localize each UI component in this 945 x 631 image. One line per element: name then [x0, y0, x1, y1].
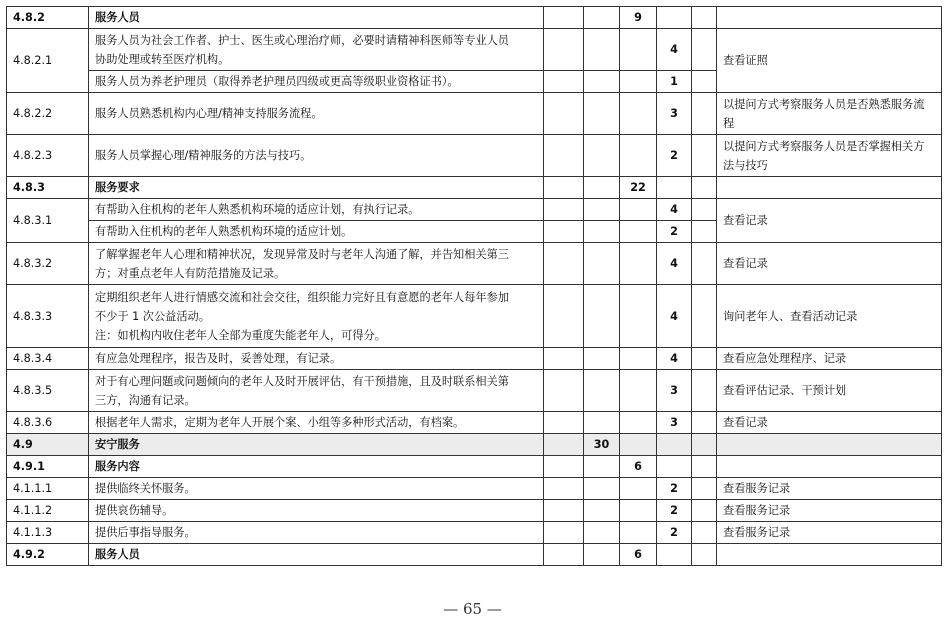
- item-text: 有帮助入住机构的老年人熟悉机构环境的适应计划。: [89, 221, 544, 243]
- item-score: 1: [657, 71, 692, 93]
- table-row: [7, 285, 942, 348]
- empty-cell: [620, 93, 657, 135]
- empty-cell: [620, 135, 657, 177]
- empty-cell: [717, 177, 942, 199]
- evaluation-method: 查看服务记录: [717, 500, 942, 522]
- empty-cell: [692, 478, 717, 500]
- empty-cell: [692, 221, 717, 243]
- table-row: [7, 370, 942, 412]
- empty-cell: [692, 412, 717, 434]
- empty-cell: [584, 29, 620, 71]
- empty-cell: [544, 243, 584, 285]
- evaluation-method-line: 以提问方式考察服务人员是否熟悉服务流: [723, 97, 925, 111]
- empty-cell: [620, 199, 657, 221]
- empty-cell: [657, 177, 692, 199]
- empty-cell: [692, 500, 717, 522]
- empty-cell: [692, 71, 717, 93]
- empty-cell: [620, 285, 657, 348]
- subtotal-score: 6: [620, 544, 657, 566]
- empty-cell: [620, 29, 657, 71]
- empty-cell: [584, 456, 620, 478]
- item-code: 4.8.3.2: [7, 243, 89, 285]
- empty-cell: [584, 522, 620, 544]
- empty-cell: [620, 412, 657, 434]
- empty-cell: [692, 285, 717, 348]
- item-text: 提供临终关怀服务。: [89, 478, 544, 500]
- empty-cell: [692, 370, 717, 412]
- empty-cell: [544, 500, 584, 522]
- empty-cell: [692, 522, 717, 544]
- empty-cell: [584, 221, 620, 243]
- empty-cell: [692, 544, 717, 566]
- item-text: 提供后事指导服务。: [89, 522, 544, 544]
- empty-cell: [692, 29, 717, 71]
- table-row: [7, 135, 942, 177]
- item-text-line: 服务人员为社会工作者、护士、医生或心理治疗师，必要时请精神科医师等专业人员: [95, 33, 509, 47]
- item-score: 2: [657, 478, 692, 500]
- item-score: 4: [657, 29, 692, 71]
- item-text-line: 协助处理或转至医疗机构。: [95, 52, 230, 66]
- item-score: 3: [657, 412, 692, 434]
- item-code: 4.8.3.5: [7, 370, 89, 412]
- empty-cell: [657, 456, 692, 478]
- item-score: 4: [657, 199, 692, 221]
- evaluation-method: [717, 135, 942, 177]
- empty-cell: [692, 93, 717, 135]
- empty-cell: [692, 348, 717, 370]
- empty-cell: [584, 285, 620, 348]
- table-row: [7, 544, 942, 566]
- item-text: 提供哀伤辅导。: [89, 500, 544, 522]
- table-row: [7, 522, 942, 544]
- empty-cell: [544, 522, 584, 544]
- empty-cell: [584, 199, 620, 221]
- empty-cell: [544, 135, 584, 177]
- item-title: 服务要求: [89, 177, 544, 199]
- empty-cell: [544, 29, 584, 71]
- table-row: [7, 7, 942, 29]
- table-row: [7, 456, 942, 478]
- standard-table: [6, 6, 942, 566]
- item-text-line: 不少于 1 次公益活动。: [95, 309, 210, 323]
- subtotal-score: 6: [620, 456, 657, 478]
- empty-cell: [657, 434, 692, 456]
- item-text: [89, 243, 544, 285]
- empty-cell: [544, 456, 584, 478]
- subtotal-score: 22: [620, 177, 657, 199]
- empty-cell: [584, 370, 620, 412]
- evaluation-method: 查看服务记录: [717, 478, 942, 500]
- empty-cell: [544, 93, 584, 135]
- item-score: 2: [657, 221, 692, 243]
- item-text: 有应急处理程序，报告及时，妥善处理，有记录。: [89, 348, 544, 370]
- item-code: 4.8.2: [7, 7, 89, 29]
- empty-cell: [584, 478, 620, 500]
- empty-cell: [692, 243, 717, 285]
- item-text: [89, 370, 544, 412]
- item-text-line: 三方，沟通有记录。: [95, 393, 196, 407]
- empty-cell: [717, 456, 942, 478]
- empty-cell: [584, 348, 620, 370]
- item-code: 4.8.3.3: [7, 285, 89, 348]
- item-code: 4.8.3.6: [7, 412, 89, 434]
- item-code: 4.8.3.4: [7, 348, 89, 370]
- item-text: 有帮助入住机构的老年人熟悉机构环境的适应计划，有执行记录。: [89, 199, 544, 221]
- item-text-line: 定期组织老年人进行情感交流和社会交往，组织能力完好且有意愿的老年人每年参加: [95, 290, 509, 304]
- evaluation-method: 查看记录: [717, 412, 942, 434]
- empty-cell: [584, 544, 620, 566]
- evaluation-method-line: 法与技巧: [723, 158, 768, 172]
- page-number: — 65 —: [443, 600, 502, 618]
- item-score: 3: [657, 370, 692, 412]
- item-text: [89, 285, 544, 348]
- empty-cell: [717, 7, 942, 29]
- table-row: [7, 243, 942, 285]
- evaluation-method-line: 以提问方式考察服务人员是否掌握相关方: [723, 139, 925, 153]
- empty-cell: [544, 544, 584, 566]
- empty-cell: [544, 370, 584, 412]
- item-code: 4.1.1.1: [7, 478, 89, 500]
- item-code: 4.1.1.2: [7, 500, 89, 522]
- empty-cell: [657, 7, 692, 29]
- item-code: 4.8.3.1: [7, 199, 89, 243]
- item-code: 4.8.3: [7, 177, 89, 199]
- item-code: 4.9: [7, 434, 89, 456]
- empty-cell: [544, 221, 584, 243]
- evaluation-method: [717, 93, 942, 135]
- group-score: 30: [584, 434, 620, 456]
- table-row: [7, 500, 942, 522]
- item-text: [89, 29, 544, 71]
- evaluation-method: 查看应急处理程序、记录: [717, 348, 942, 370]
- item-code: 4.8.2.2: [7, 93, 89, 135]
- item-score: 2: [657, 500, 692, 522]
- item-score: 2: [657, 522, 692, 544]
- empty-cell: [544, 285, 584, 348]
- evaluation-method-line: 程: [723, 116, 735, 130]
- item-code: 4.9.2: [7, 544, 89, 566]
- empty-cell: [692, 7, 717, 29]
- empty-cell: [584, 7, 620, 29]
- item-note: 注：如机构内收住老年人全部为重度失能老年人，可得分。: [95, 328, 386, 342]
- item-text-line: 了解掌握老年人心理和精神状况，发现异常及时与老年人沟通了解，并告知相关第三: [95, 247, 509, 261]
- empty-cell: [584, 500, 620, 522]
- item-score: 3: [657, 93, 692, 135]
- empty-cell: [544, 412, 584, 434]
- table-row: [7, 29, 942, 71]
- item-text-line: 方；对重点老年人有防范措施及记录。: [95, 266, 286, 280]
- table-row: [7, 177, 942, 199]
- item-code: 4.8.2.3: [7, 135, 89, 177]
- item-text-line: 对于有心理问题或问题倾向的老年人及时开展评估，有干预措施，且及时联系相关第: [95, 374, 509, 388]
- empty-cell: [544, 177, 584, 199]
- evaluation-method: 查看记录: [717, 199, 942, 243]
- empty-cell: [620, 243, 657, 285]
- empty-cell: [544, 71, 584, 93]
- evaluation-method: 查看评估记录、干预计划: [717, 370, 942, 412]
- empty-cell: [620, 522, 657, 544]
- item-score: 4: [657, 348, 692, 370]
- empty-cell: [620, 370, 657, 412]
- empty-cell: [620, 434, 657, 456]
- empty-cell: [657, 544, 692, 566]
- empty-cell: [584, 135, 620, 177]
- item-text: 服务人员为养老护理员（取得养老护理员四级或更高等级职业资格证书）。: [89, 71, 544, 93]
- item-text: 服务人员熟悉机构内心理/精神支持服务流程。: [89, 93, 544, 135]
- item-code: 4.8.2.1: [7, 29, 89, 93]
- table-row: [7, 412, 942, 434]
- table-row: [7, 199, 942, 221]
- empty-cell: [620, 478, 657, 500]
- empty-cell: [584, 243, 620, 285]
- item-score: 4: [657, 285, 692, 348]
- item-code: 4.1.1.3: [7, 522, 89, 544]
- item-text: 根据老年人需求，定期为老年人开展个案、小组等多种形式活动，有档案。: [89, 412, 544, 434]
- empty-cell: [692, 199, 717, 221]
- empty-cell: [544, 7, 584, 29]
- table-row: [7, 478, 942, 500]
- empty-cell: [620, 500, 657, 522]
- empty-cell: [544, 199, 584, 221]
- empty-cell: [692, 456, 717, 478]
- evaluation-method: 查看证照: [717, 29, 942, 93]
- item-title: 安宁服务: [89, 434, 544, 456]
- item-text: 服务人员掌握心理/精神服务的方法与技巧。: [89, 135, 544, 177]
- subtotal-score: 9: [620, 7, 657, 29]
- empty-cell: [620, 348, 657, 370]
- item-code: 4.9.1: [7, 456, 89, 478]
- table-row: [7, 93, 942, 135]
- evaluation-method: 查看服务记录: [717, 522, 942, 544]
- empty-cell: [584, 93, 620, 135]
- evaluation-method: 查看记录: [717, 243, 942, 285]
- empty-cell: [692, 135, 717, 177]
- empty-cell: [544, 434, 584, 456]
- item-score: 2: [657, 135, 692, 177]
- empty-cell: [584, 177, 620, 199]
- table-row: [7, 434, 942, 456]
- item-score: 4: [657, 243, 692, 285]
- item-title: 服务人员: [89, 7, 544, 29]
- empty-cell: [620, 71, 657, 93]
- empty-cell: [717, 434, 942, 456]
- empty-cell: [620, 221, 657, 243]
- empty-cell: [692, 177, 717, 199]
- item-title: 服务人员: [89, 544, 544, 566]
- empty-cell: [584, 71, 620, 93]
- table-row: [7, 348, 942, 370]
- empty-cell: [717, 544, 942, 566]
- empty-cell: [692, 434, 717, 456]
- empty-cell: [544, 348, 584, 370]
- empty-cell: [584, 412, 620, 434]
- item-title: 服务内容: [89, 456, 544, 478]
- empty-cell: [544, 478, 584, 500]
- evaluation-method: 询问老年人、查看活动记录: [717, 285, 942, 348]
